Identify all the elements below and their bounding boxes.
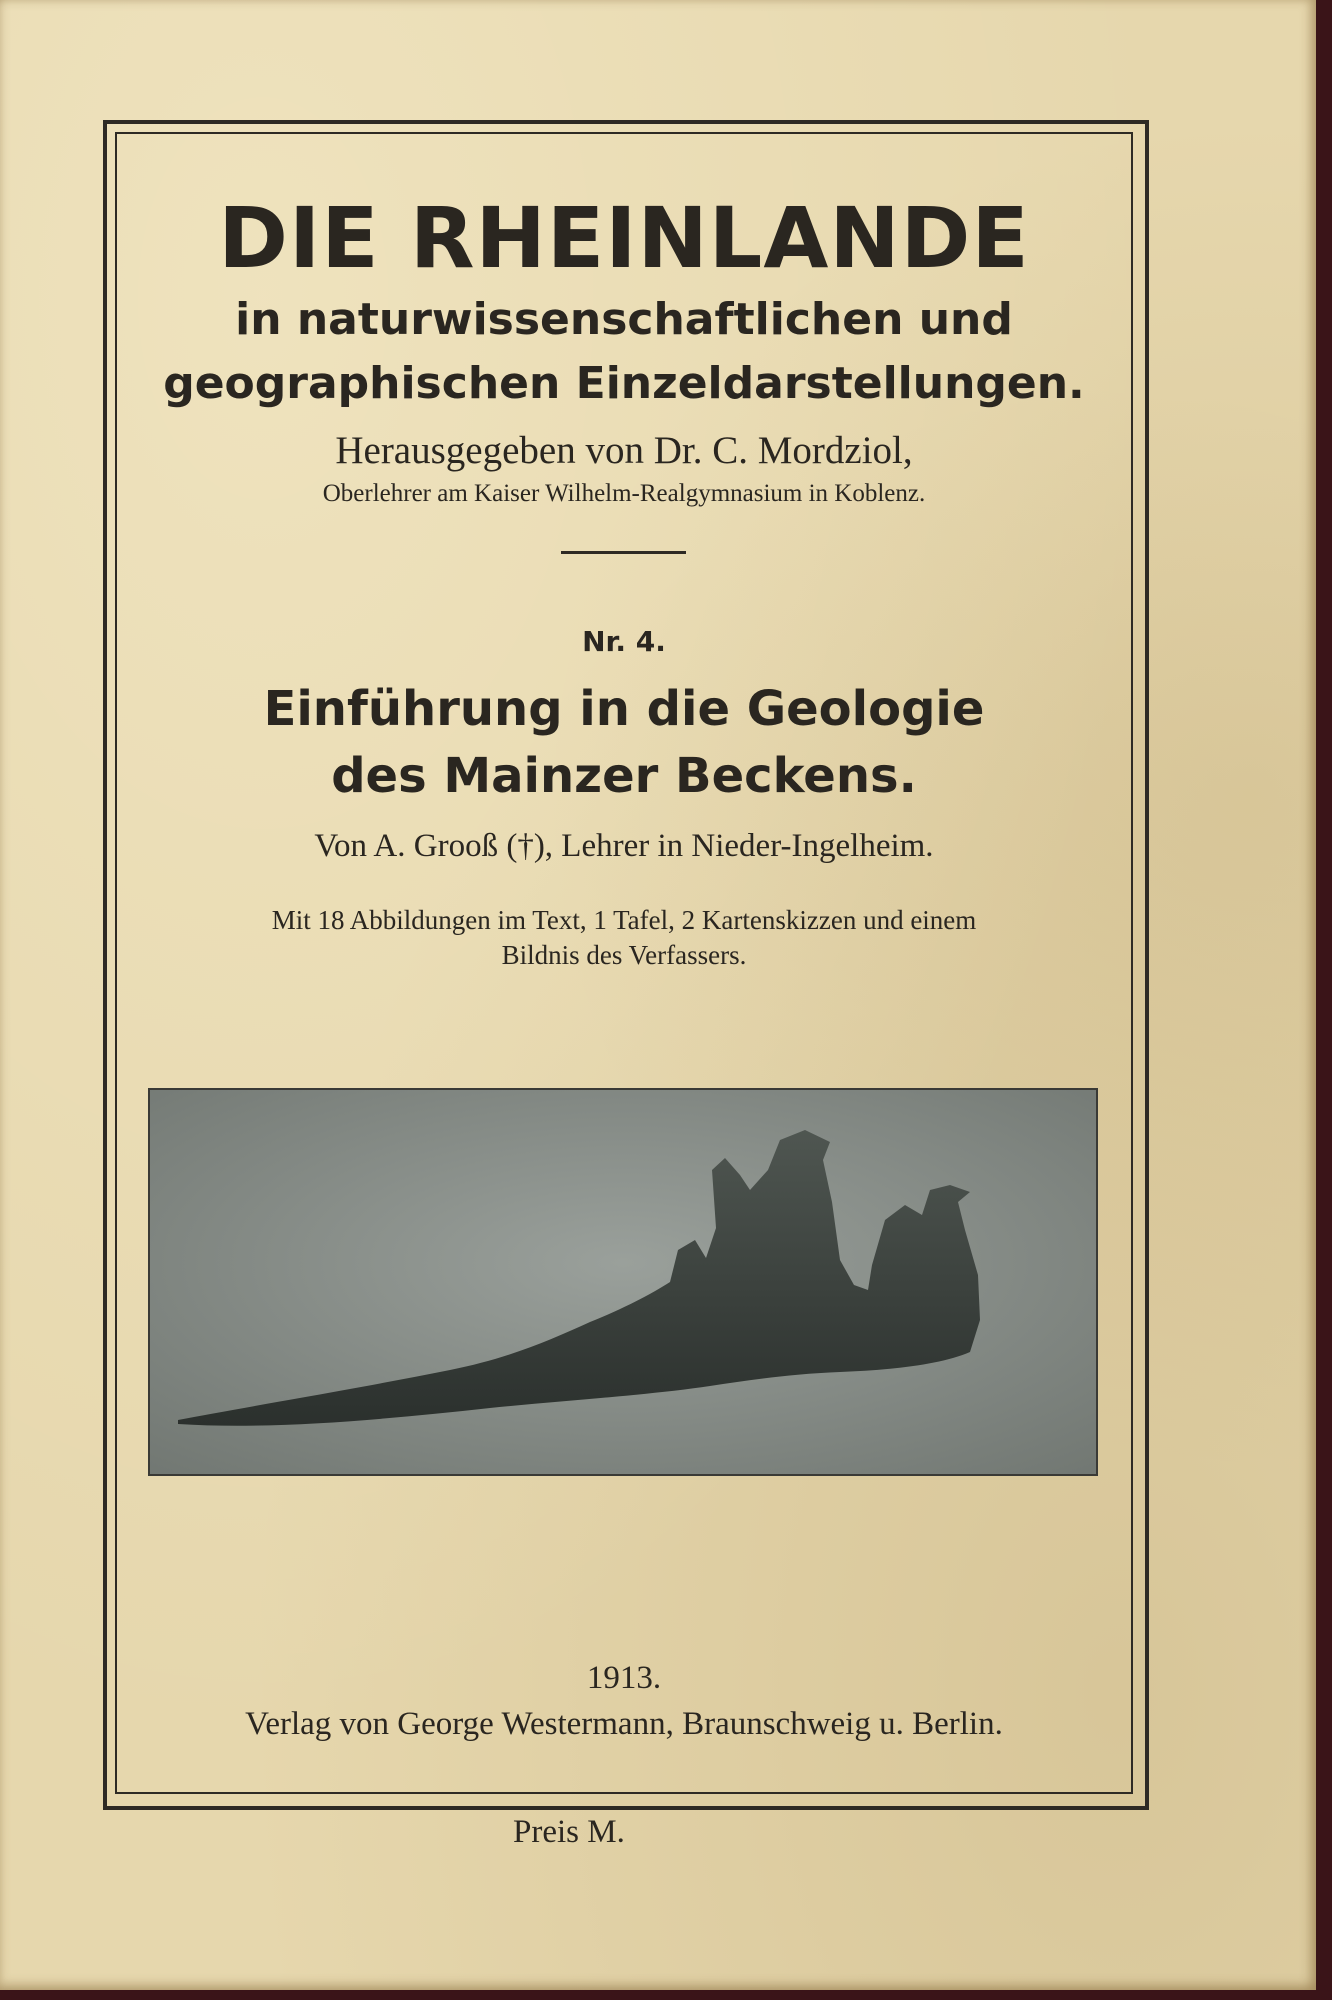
- publication-year: 1913.: [586, 1660, 662, 1696]
- illustrations-note-line2: Bildnis des Verfassers.: [501, 940, 747, 970]
- volume-title-line2: des Mainzer Beckens.: [331, 748, 917, 804]
- volume-number: Nr. 4.: [582, 625, 666, 658]
- series-subtitle-line2: geographischen Einzeldarstellungen.: [163, 358, 1085, 409]
- editor-line: Herausgegeben von Dr. C. Mordziol,: [335, 429, 913, 472]
- fossil-jaw-photo: [148, 1088, 1098, 1476]
- volume-title-line1: Einführung in die Geologie: [263, 681, 985, 737]
- series-subtitle-line1: in naturwissenschaftlichen und: [235, 294, 1013, 345]
- editor-role: Oberlehrer am Kaiser Wilhelm-Realgymnasium in Koblenz.: [322, 480, 926, 507]
- publisher-line: Verlag von George Westermann, Braunschweig u. Berlin.: [245, 1706, 1003, 1742]
- illustrations-note-line1: Mit 18 Abbildungen im Text, 1 Tafel, 2 Kartenskizzen und einem: [271, 905, 977, 935]
- price-label: Preis M.: [513, 1814, 625, 1850]
- author-line: Von A. Grooß (†), Lehrer in Nieder-Ingelheim.: [314, 828, 934, 864]
- series-title: DIE RHEINLANDE: [218, 189, 1030, 287]
- divider-rule: [561, 551, 686, 554]
